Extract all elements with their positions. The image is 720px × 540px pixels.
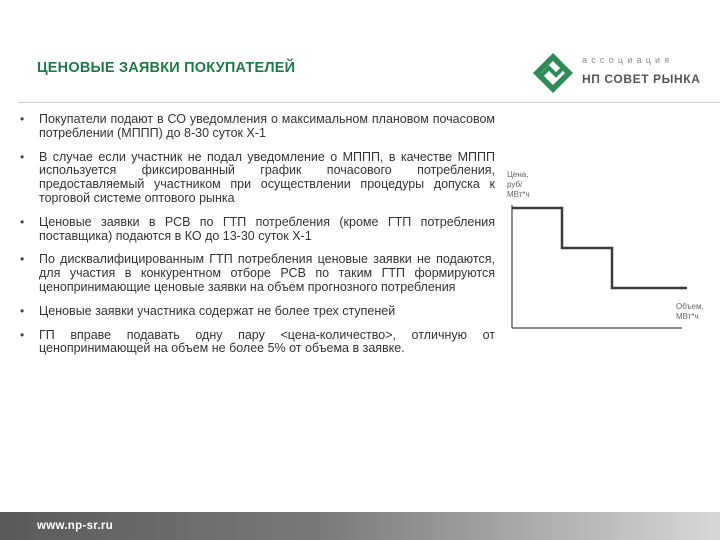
bullet-text: Ценовые заявки в РСВ по ГТП потребления (кроме ГТП потребления поставщика) подаются в КО до 13-30 суток Х-1 bbox=[39, 214, 495, 243]
bullet-text: В случае если участник не подал уведомление о МППП, в качестве МППП используется фиксированный график почасового потребления, предоставляемый участником при осуществлении процедуры допуска к торговой системе оптового рынка bbox=[39, 149, 495, 205]
bullet-item bbox=[20, 253, 495, 294]
footer-url-link[interactable]: www.np-sr.ru bbox=[37, 520, 114, 532]
footer-bar bbox=[0, 512, 720, 540]
logo-diamond-icon bbox=[532, 52, 574, 94]
bullet-dot-icon: • bbox=[20, 149, 25, 164]
logo-name: НП СОВЕТ РЫНКА bbox=[582, 72, 701, 86]
step-chart bbox=[500, 160, 720, 340]
bullet-dot-icon: • bbox=[20, 303, 25, 318]
bullet-item bbox=[20, 113, 495, 141]
logo-subtitle: ассоциация bbox=[582, 55, 674, 65]
bullet-dot-icon: • bbox=[20, 252, 25, 267]
x-axis-label-line: Объем, bbox=[676, 302, 704, 311]
step-series-line bbox=[512, 208, 687, 288]
bullet-item bbox=[20, 216, 495, 244]
bullet-dot-icon: • bbox=[20, 214, 25, 229]
bullet-item bbox=[20, 305, 495, 319]
y-axis-label-line: МВт*ч bbox=[507, 190, 530, 199]
bullet-item bbox=[20, 151, 495, 206]
bullet-dot-icon: • bbox=[20, 327, 25, 342]
x-axis-label-line: МВт*ч bbox=[676, 312, 699, 321]
bullet-item bbox=[20, 329, 495, 357]
y-axis-label-line: руб/ bbox=[507, 180, 523, 189]
chart-plot bbox=[500, 160, 720, 340]
bullet-text: Покупатели подают в СО уведомления о максимальном плановом почасовом потреблении (МППП) до 8-30 суток Х-1 bbox=[39, 112, 495, 140]
bullet-text: По дисквалифицированным ГТП потребления ценовые заявки не подаются, для участия в конкурентном отборе РСВ по таким ГТП формируются ценопринимающие ценовые заявки на объем прогнозного потребления bbox=[39, 252, 495, 294]
bullet-dot-icon: • bbox=[20, 112, 25, 126]
bullet-text: ГП вправе подавать одну пару <цена-количество>, отличную от ценопринимающей на объем не более 5% от объема в заявке. bbox=[39, 327, 495, 356]
bullet-list bbox=[20, 113, 495, 366]
y-axis-label-line: Цена, bbox=[507, 170, 529, 179]
logo bbox=[532, 52, 702, 94]
header-divider bbox=[18, 102, 720, 103]
page-title: ЦЕНОВЫЕ ЗАЯВКИ ПОКУПАТЕЛЕЙ bbox=[37, 60, 296, 76]
bullet-text: Ценовые заявки участника содержат не более трех ступеней bbox=[39, 303, 396, 318]
